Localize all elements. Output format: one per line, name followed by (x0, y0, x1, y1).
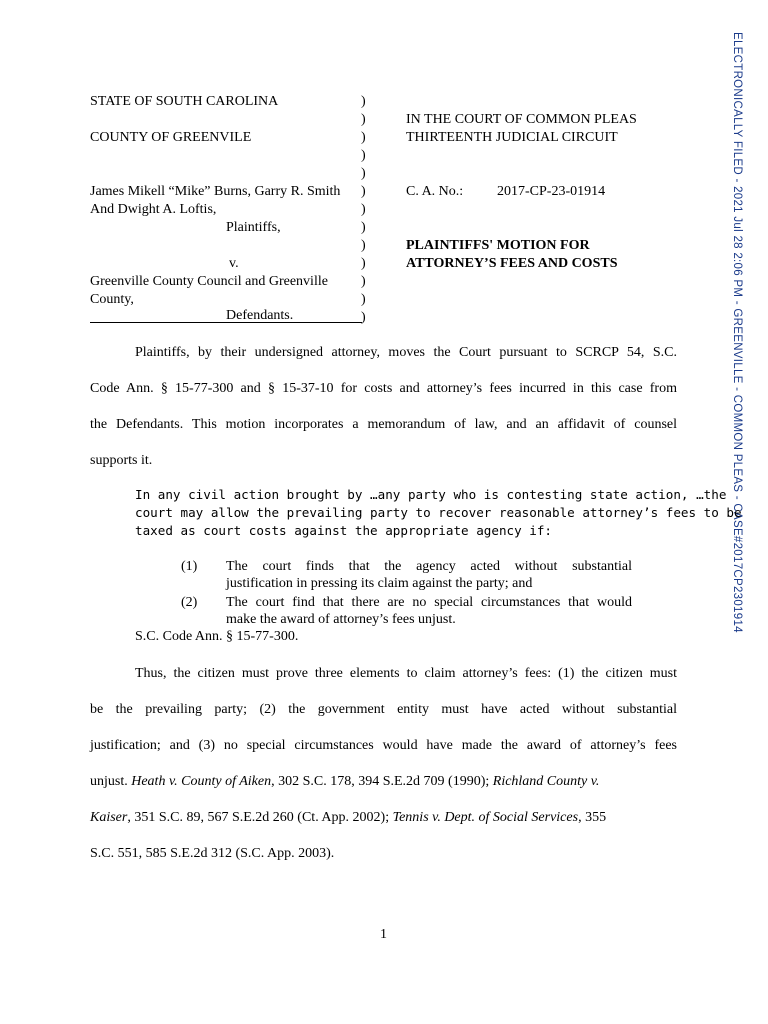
statute-quote-line: taxed as court costs against the appropriate agency if: (135, 523, 553, 538)
paragraph-2-line: Thus, the citizen must prove three elements to claim attorney’s fees: (1) the citizen must (135, 666, 677, 681)
text-run: unjust. (90, 774, 128, 789)
paragraph-1-line: Code Ann. § 15-77-300 and § 15-37-10 for costs and attorney’s fees incurred in this case from (90, 381, 677, 396)
caption-paren: ) (361, 292, 366, 307)
statute-citation: S.C. Code Ann. § 15-77-300. (135, 629, 299, 644)
plaintiff-names-line1: James Mikell “Mike” Burns, Garry R. Smith (90, 184, 341, 199)
county-name: COUNTY OF GREENVILE (90, 130, 252, 145)
statute-quote-line: court may allow the prevailing party to recover reasonable attorney’s fees to be (135, 505, 742, 520)
caption-paren: ) (361, 202, 366, 217)
statute-item-number: (2) (181, 595, 198, 610)
caption-paren: ) (361, 184, 366, 199)
defendant-names-line1: Greenville County Council and Greenville (90, 274, 328, 289)
statute-item-number: (1) (181, 559, 198, 574)
electronic-filing-stamp: ELECTRONICALLY FILED - 2021 Jul 28 2:06 PM - GREENVILLE - COMMON PLEAS - CASE#2017CP2301914 (731, 32, 743, 633)
court-name: IN THE COURT OF COMMON PLEAS (406, 112, 637, 127)
case-citation-tennis: Tennis v. Dept. of Social Services (392, 810, 579, 825)
caption-underline (90, 322, 362, 323)
case-citation-kaiser: Kaiser (90, 810, 128, 825)
caption-paren: ) (361, 310, 366, 325)
paragraph-1-line: supports it. (90, 453, 153, 468)
caption-paren: ) (361, 148, 366, 163)
text-run: , 355 (578, 810, 607, 825)
paragraph-1-line: Plaintiffs, by their undersigned attorney, moves the Court pursuant to SCRCP 54, S.C. (135, 345, 677, 360)
judicial-circuit: THIRTEENTH JUDICIAL CIRCUIT (406, 130, 618, 145)
caption-paren: ) (361, 238, 366, 253)
statute-item-line: make the award of attorney’s fees unjust. (226, 612, 456, 627)
paragraph-2-line: be the prevailing party; (2) the government entity must have acted without substantial (90, 702, 677, 717)
caption-paren: ) (361, 220, 366, 235)
paragraph-2-line (90, 775, 599, 789)
text-run: , 351 S.C. 89, 567 S.E.2d 260 (Ct. App. 2002); (127, 810, 390, 825)
motion-title-line1: PLAINTIFFS' MOTION FOR (406, 238, 590, 253)
page-number: 1 (380, 927, 387, 942)
state-name: STATE OF SOUTH CAROLINA (90, 94, 279, 109)
text-run: , 302 S.C. 178, 394 S.E.2d 709 (1990); (271, 774, 490, 789)
versus-label: v. (229, 256, 239, 271)
statute-item-line: The court finds that the agency acted without substantial (226, 559, 632, 574)
caption-paren: ) (361, 274, 366, 289)
defendant-names-line2: County, (90, 292, 134, 307)
statute-quote-line: In any civil action brought by …any party who is contesting state action, …the (135, 487, 727, 502)
caption-paren: ) (361, 256, 366, 271)
caption-paren: ) (361, 130, 366, 145)
plaintiffs-label: Plaintiffs, (226, 220, 281, 235)
statute-item-line: justification in pressing its claim against the party; and (226, 576, 533, 591)
case-citation-richland: Richland County v. (492, 774, 600, 789)
case-number: 2017-CP-23-01914 (497, 184, 606, 199)
plaintiff-names-line2: And Dwight A. Loftis, (90, 202, 217, 217)
paragraph-2-line (90, 811, 606, 825)
paragraph-2-line: S.C. 551, 585 S.E.2d 312 (S.C. App. 2003). (90, 846, 335, 861)
motion-title-line2: ATTORNEY’S FEES AND COSTS (406, 256, 618, 271)
caption-paren: ) (361, 112, 366, 127)
case-citation-heath: Heath v. County of Aiken (131, 774, 272, 789)
case-number-label: C. A. No.: (406, 184, 464, 199)
paragraph-2-line: justification; and (3) no special circumstances would have made the award of attorney’s fees (90, 738, 677, 753)
defendants-label: Defendants. (226, 308, 294, 323)
caption-paren: ) (361, 166, 366, 181)
statute-item-line: The court find that there are no special circumstances that would (226, 595, 632, 610)
paragraph-1-line: the Defendants. This motion incorporates a memorandum of law, and an affidavit of counsel (90, 417, 677, 432)
caption-paren: ) (361, 94, 366, 109)
